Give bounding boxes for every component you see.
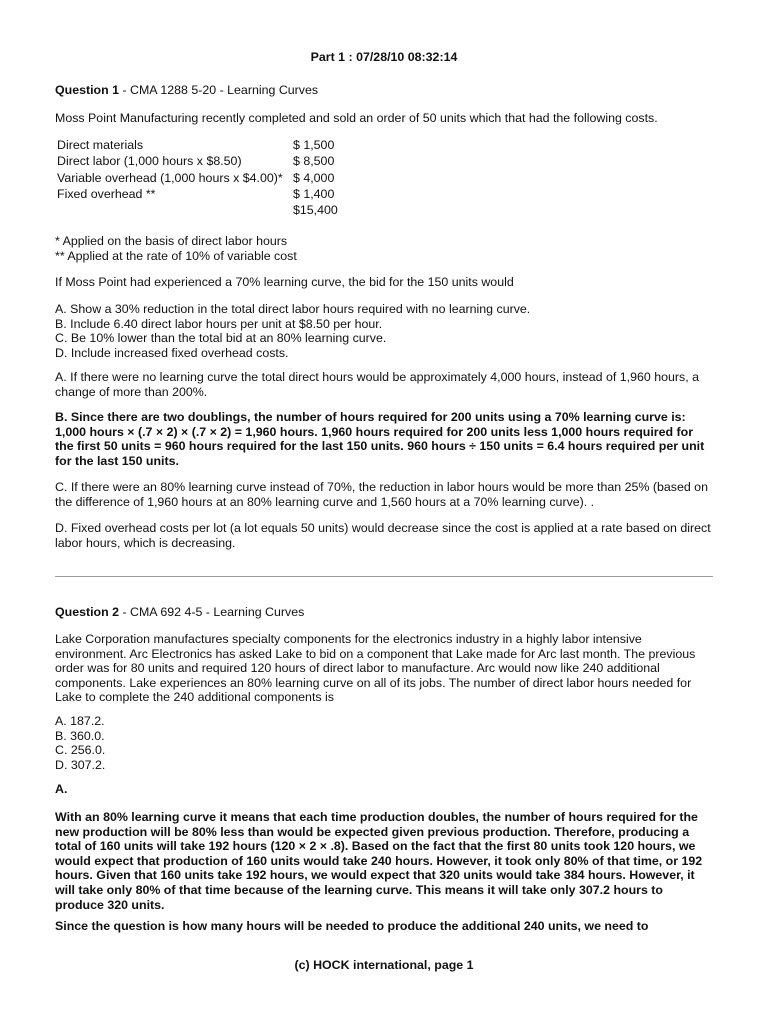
- q2-title-rest: - CMA 692 4-5 - Learning Curves: [119, 605, 305, 619]
- q1-explanation-d: D. Fixed overhead costs per lot (a lot equals 50 units) would decrease since the cost is applied at a rate based on direct labor hours, which is decreasing.: [55, 521, 711, 550]
- q2-options: [55, 714, 713, 772]
- q1-intro: Moss Point Manufacturing recently completed and sold an order of 50 units which that had the following costs.: [55, 111, 658, 125]
- cost-row: [57, 187, 338, 203]
- cost-value: $15,400: [293, 203, 338, 218]
- cost-row: [57, 203, 338, 219]
- q2-option-b: B. 360.0.: [55, 728, 105, 743]
- q2-option-d: D. 307.2.: [55, 757, 106, 772]
- q1-label: Question 1: [55, 83, 120, 97]
- q1-explanation-b: B. Since there are two doublings, the number of hours required for 200 units using a 70% learning curve is: 1,000 hours × (.7 × 2) × (.7 × 2) = 1,960 hours. 1,960 hours required for 200 units less 1,000 hours required for the first 50 units = 960 hours required for the last 150 units. 960 hours ÷ 150 units = 6.4 hours required per unit for the last 150 units.: [55, 410, 705, 468]
- q1-title: [55, 83, 713, 98]
- q1-option-a: A. Show a 30% reduction in the total direct labor hours required with no learning curve.: [55, 302, 531, 316]
- cost-row: [57, 171, 338, 187]
- cost-label: Direct materials: [57, 138, 144, 152]
- q2-option-a: A. 187.2.: [55, 714, 105, 728]
- q1-explanation-a: A. If there were no learning curve the total direct hours would be approximately 4,000 hours, instead of 1,960 hours, a change of more than 200%.: [55, 370, 700, 399]
- q1-option-c: C. Be 10% lower than the total bid at an 80% learning curve.: [55, 331, 387, 346]
- cost-table: [57, 138, 338, 219]
- q1-title-rest: - CMA 1288 5-20 - Learning Curves: [119, 83, 319, 97]
- cost-label: Fixed overhead **: [57, 186, 156, 201]
- q2-answer: A.: [55, 782, 68, 796]
- note-2: ** Applied at the rate of 10% of variable cost: [55, 248, 297, 263]
- cost-label: Variable overhead (1,000 hours x $4.00)*: [57, 170, 283, 185]
- q2-explanation-2: Since the question is how many hours will be needed to produce the additional 240 units, we need to: [55, 919, 649, 933]
- section-divider: [55, 576, 713, 577]
- q1-options: [55, 302, 713, 360]
- q2-title: [55, 605, 713, 620]
- note-1: * Applied on the basis of direct labor hours: [55, 234, 288, 248]
- cost-value: $ 1,500: [293, 138, 335, 152]
- q1-option-b: B. Include 6.40 direct labor hours per unit at $8.50 per hour.: [55, 316, 383, 331]
- cost-label: [57, 203, 293, 219]
- q2-explanation-1: With an 80% learning curve it means that each time production doubles, the number of hours required for the new production will be 80% less than would be expected given previous production. Therefore, producing a total of 160 units will take 192 hours (120 × 2 × .8). Based on the fact that the first 80 units took 120 hours, we would expect that production of 160 units would take 240 hours. However, it took only 80% of that time, or 192 hours. Given that 160 units take 192 hours, we would expect that 320 units would take 384 hours. However, it will take only 80% of that time because of the learning curve. This means it will take only 307.2 hours to produce 320 units.: [55, 810, 703, 912]
- q1-stem: If Moss Point had experienced a 70% learning curve, the bid for the 150 units would: [55, 275, 514, 289]
- q2-stem: Lake Corporation manufactures specialty components for the electronics industry in a highly labor intensive environment. Arc Electronics has asked Lake to bid on a component that Lake made for Arc last month. The previous order was for 80 units and required 120 hours of direct labor to manufacture. Arc would now like 240 additional components. Lake experiences an 80% learning curve on all of its jobs. The number of direct labor hours needed for Lake to complete the 240 additional components is: [55, 632, 696, 705]
- cost-value: $ 1,400: [293, 186, 335, 201]
- q2-label: Question 2: [55, 605, 120, 619]
- q2-option-c: C. 256.0.: [55, 743, 106, 758]
- cost-row: [57, 154, 338, 170]
- q1-explanation-c: C. If there were an 80% learning curve instead of 70%, the reduction in labor hours would be more than 25% (based on the difference of 1,960 hours at an 80% learning curve and 1,560 hours at a 70% learning curve). .: [55, 480, 708, 509]
- cost-row: [57, 138, 338, 154]
- cost-value: $ 8,500: [293, 154, 335, 169]
- page-footer: (c) HOCK international, page 1: [294, 958, 474, 972]
- q1-option-d: D. Include increased fixed overhead costs.: [55, 345, 289, 360]
- q1-notes: [55, 234, 713, 263]
- cost-label: Direct labor (1,000 hours x $8.50): [57, 154, 242, 169]
- cost-value: $ 4,000: [293, 170, 335, 185]
- page-header: Part 1 : 07/28/10 08:32:14: [310, 50, 458, 64]
